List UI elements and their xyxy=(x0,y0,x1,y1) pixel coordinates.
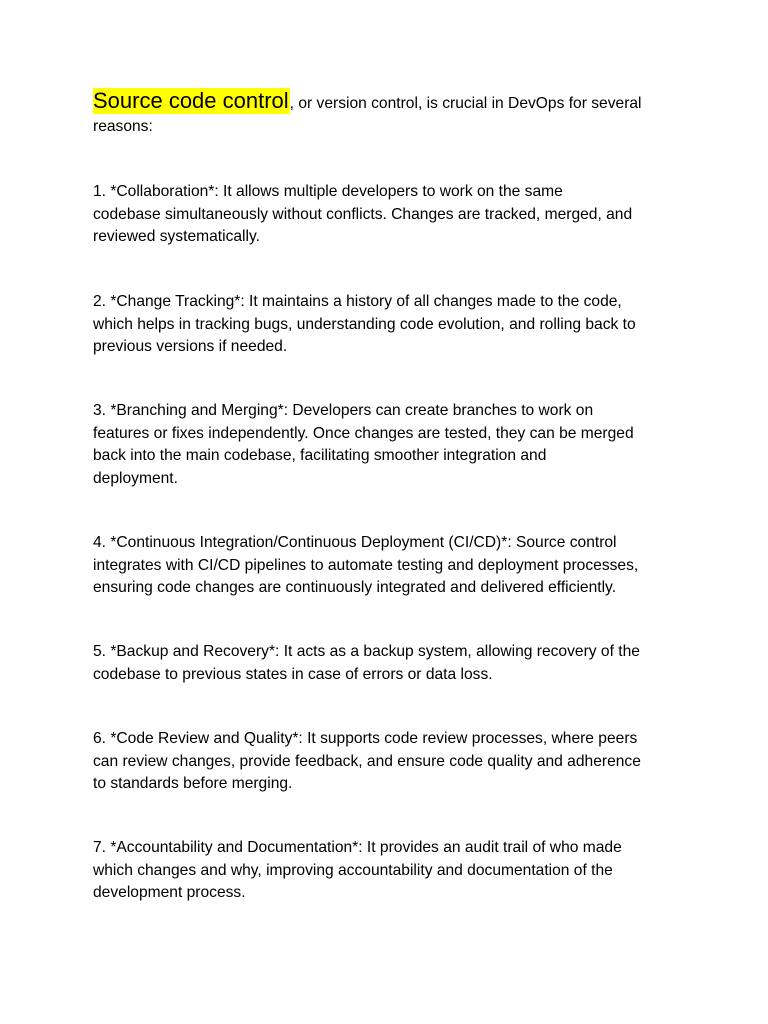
point-line: 2. *Change Tracking*: It maintains a history of all changes made to the code, xyxy=(93,293,622,310)
intro-line-1-rest: , or version control, is crucial in DevOps for several xyxy=(289,95,642,112)
point-collaboration xyxy=(93,181,671,249)
point-line: which changes and why, improving accountability and documentation of the xyxy=(93,861,613,879)
point-backup-recovery xyxy=(93,641,671,686)
point-line: 5. *Backup and Recovery*: It acts as a backup system, allowing recovery of the xyxy=(93,643,640,660)
point-line: 6. *Code Review and Quality*: It supports code review processes, where peers xyxy=(93,730,638,747)
point-line: which helps in tracking bugs, understanding code evolution, and rolling back to xyxy=(93,315,636,333)
point-line: 7. *Accountability and Documentation*: It provides an audit trail of who made xyxy=(93,839,622,856)
point-branching-merging xyxy=(93,400,671,490)
point-line: deployment. xyxy=(93,469,178,487)
point-code-review xyxy=(93,728,671,796)
point-line: features or fixes independently. Once changes are tested, they can be merged xyxy=(93,424,634,442)
point-line: ensuring code changes are continuously integrated and delivered efficiently. xyxy=(93,579,617,597)
intro-paragraph xyxy=(93,88,671,138)
point-ci-cd xyxy=(93,532,671,600)
point-accountability xyxy=(93,837,671,905)
point-line: development process. xyxy=(93,884,246,902)
point-line: codebase simultaneously without conflicts. Changes are tracked, merged, and xyxy=(93,205,633,223)
point-line: back into the main codebase, facilitating smoother integration and xyxy=(93,447,547,465)
intro-line-2: reasons: xyxy=(93,117,153,135)
point-line: 3. *Branching and Merging*: Developers can create branches to work on xyxy=(93,402,594,419)
point-line: to standards before merging. xyxy=(93,775,293,793)
point-line: codebase to previous states in case of errors or data loss. xyxy=(93,665,493,683)
highlighted-heading: Source code control xyxy=(93,88,289,113)
point-line: can review changes, provide feedback, and ensure code quality and adherence xyxy=(93,752,641,770)
point-line: integrates with CI/CD pipelines to automate testing and deployment processes, xyxy=(93,556,639,574)
point-line: 1. *Collaboration*: It allows multiple developers to work on the same xyxy=(93,183,563,200)
point-line: 4. *Continuous Integration/Continuous Deployment (CI/CD)*: Source control xyxy=(93,534,617,551)
point-line: reviewed systematically. xyxy=(93,228,260,246)
point-line: previous versions if needed. xyxy=(93,338,288,356)
point-change-tracking xyxy=(93,291,671,359)
